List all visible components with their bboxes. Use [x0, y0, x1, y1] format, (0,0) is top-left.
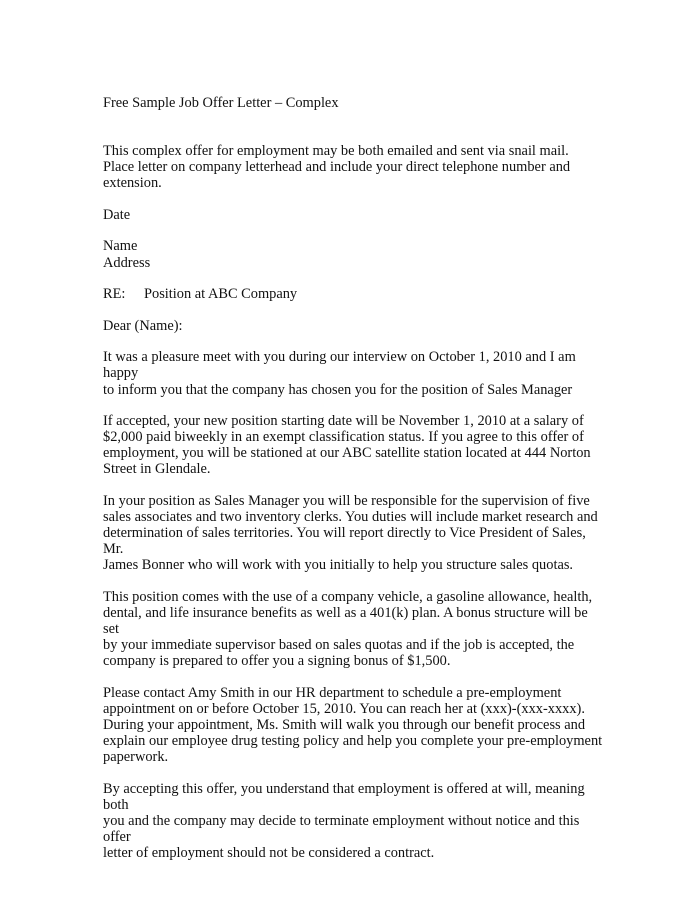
recipient-address: Address — [103, 254, 151, 271]
salutation: Dear (Name): — [103, 317, 183, 334]
body-paragraph-5: Please contact Amy Smith in our HR department to schedule a pre-employment appointment on or before October 15, 2010. You can reach her at (xxx)-(xxx-xxxx). During your appointment, Ms. Smith will walk you through our benefit process and explain our employee drug testing policy and help you complete your pre-employment paperwork. — [103, 684, 603, 766]
body-paragraph-1: It was a pleasure meet with you during our interview on October 1, 2010 and I am happy to inform you that the company has chosen you for the position of Sales Manager — [103, 349, 576, 398]
body-paragraph-2: If accepted, your new position starting date will be November 1, 2010 at a salary of $2,000 paid biweekly in an exempt classification status. If you agree to this offer of employment, you will be stationed at our ABC satellite station located at 444 Norton Street in Glendale. — [103, 413, 591, 478]
date-line: Date — [103, 206, 131, 223]
body-paragraph-3: In your position as Sales Manager you will be responsible for the supervision of five sales associates and two inventory clerks. You duties will include market research and determination of sales territories. You will report directly to Vice President of Sales, Mr. James Bonner who will work with you initially to help you structure sales quotas. — [103, 493, 598, 574]
intro-paragraph: This complex offer for employment may be both emailed and sent via snail mail. Place letter on company letterhead and include your direct telephone number and extension. — [103, 143, 571, 192]
subject-label: RE: — [103, 286, 126, 303]
recipient-name: Name — [103, 238, 138, 255]
letter-body — [103, 95, 603, 861]
subject-line — [103, 286, 603, 302]
body-paragraph-6: By accepting this offer, you understand that employment is offered at will, meaning both you and the company may decide to terminate employment without notice and this offer letter of employment should not be considered a contract. — [103, 780, 585, 862]
document-title: Free Sample Job Offer Letter – Complex — [103, 95, 339, 111]
subject-text: Position at ABC Company — [144, 286, 298, 303]
body-paragraph-4: This position comes with the use of a company vehicle, a gasoline allowance, health, dental, and life insurance benefits as well as a 401(k) plan. A bonus structure will be set by your immediate supervisor based on sales quotas and if the job is accepted, the company is prepared to offer you a signing bonus of $1,500. — [103, 588, 593, 670]
